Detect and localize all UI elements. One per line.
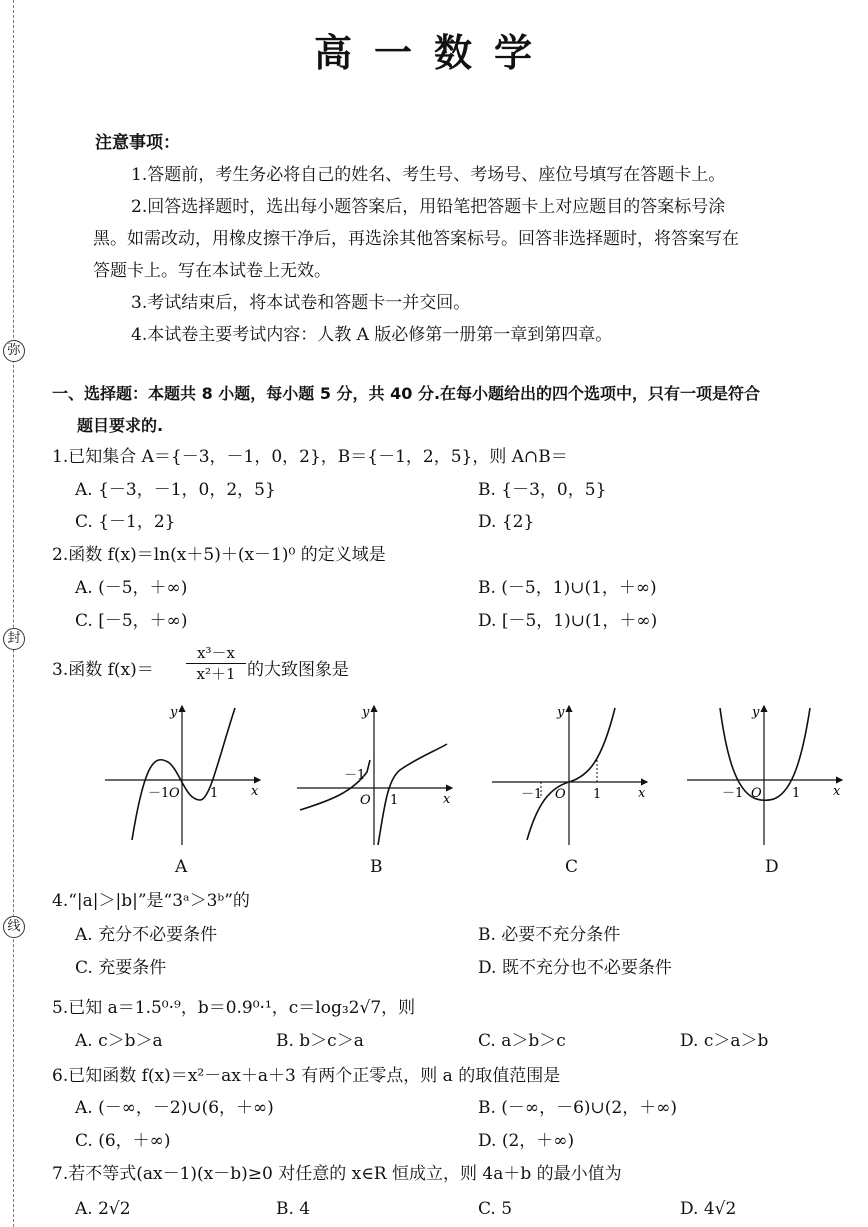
option-b: B. (－5，1)∪(1，＋∞): [478, 578, 657, 598]
question-stem-prefix: 3.函数 f(x)＝: [52, 660, 154, 680]
option-a: A. 充分不必要条件: [75, 925, 218, 945]
option-d: D. 4√2: [680, 1199, 737, 1219]
origin-label: O: [555, 787, 566, 802]
tick-neg1: －1: [344, 768, 366, 783]
seal-mi: 弥: [3, 340, 25, 362]
origin-label: O: [169, 786, 180, 801]
seal-xian: 线: [3, 916, 25, 938]
notice-item: 1.答题前，考生务必将自己的姓名、考生号、考场号、座位号填写在答题卡上。: [131, 165, 726, 185]
page-title: 高一数学: [313, 31, 554, 75]
tick-neg1: －1: [148, 786, 170, 801]
question-stem: 5.已知 a＝1.5⁰·⁹，b＝0.9⁰·¹，c＝log₃2√7，则: [52, 998, 416, 1018]
axis-label-x: x: [251, 784, 259, 799]
graph-label-d: D: [765, 857, 779, 877]
option-c: C. a＞b＞c: [478, 1031, 566, 1051]
graph-d: [682, 700, 852, 850]
graph-label-c: C: [565, 857, 579, 877]
origin-label: O: [751, 786, 762, 801]
option-c: C. {－1，2}: [75, 512, 176, 532]
option-b: B. 必要不充分条件: [478, 925, 621, 945]
question-stem-suffix: 的大致图象是: [247, 660, 349, 680]
option-b: B. {－3，0，5}: [478, 480, 607, 500]
fraction-denominator: x²＋1: [186, 663, 246, 684]
option-d: D. 既不充分也不必要条件: [478, 958, 672, 978]
origin-label: O: [360, 793, 371, 808]
option-c: C. 5: [478, 1199, 513, 1219]
fraction-numerator: x³－x: [197, 644, 235, 662]
notice-item: 4.本试卷主要考试内容：人教 A 版必修第一册第一章到第四章。: [131, 325, 613, 345]
seal-feng: 封: [3, 628, 25, 650]
section-heading: 一、选择题：本题共 8 小题，每小题 5 分，共 40 分.在每小题给出的四个选项中，只有一项是符合: [52, 384, 761, 403]
option-b: B. b＞c＞a: [276, 1031, 364, 1051]
notice-item: 2.回答选择题时，选出每小题答案后，用铅笔把答题卡上对应题目的答案标号涂: [131, 197, 726, 217]
option-a: A. {－3，－1，0，2，5}: [75, 480, 276, 500]
option-d: D. {2}: [478, 512, 535, 532]
curve: [527, 708, 615, 840]
option-b: B. (－∞，－6)∪(2，＋∞): [478, 1098, 678, 1118]
graph-label-b: B: [370, 857, 383, 877]
option-b: B. 4: [276, 1199, 311, 1219]
axis-label-x: x: [833, 784, 841, 799]
option-c: C. (6，＋∞): [75, 1131, 171, 1151]
axis-label-y: y: [170, 705, 178, 720]
axis-label-y: y: [362, 705, 370, 720]
graph-c: [487, 700, 657, 850]
question-stem: 4.“|a|＞|b|”是“3ᵃ＞3ᵇ”的: [52, 891, 250, 911]
option-d: D. c＞a＞b: [680, 1031, 769, 1051]
axis-label-y: y: [557, 705, 565, 720]
option-c: C. [－5，＋∞): [75, 611, 188, 631]
question-stem: 2.函数 f(x)＝ln(x＋5)＋(x－1)⁰ 的定义域是: [52, 545, 386, 565]
axis-label-x: x: [443, 792, 451, 807]
graph-label-a: A: [175, 857, 188, 877]
question-stem: 7.若不等式(ax－1)(x－b)≥0 对任意的 x∈R 恒成立，则 4a＋b 的最小值为: [52, 1164, 622, 1184]
notice-item: 黑。如需改动，用橡皮擦干净后，再选涂其他答案标号。回答非选择题时，将答案写在: [93, 229, 739, 249]
section-heading-cont: 题目要求的.: [77, 416, 164, 435]
curve: [132, 708, 235, 840]
tick-1: 1: [210, 786, 219, 801]
tick-1: 1: [593, 787, 602, 802]
axis-label-y: y: [752, 705, 760, 720]
question-stem: 6.已知函数 f(x)＝x²－ax＋a＋3 有两个正零点，则 a 的取值范围是: [52, 1066, 561, 1086]
fraction: [186, 643, 246, 684]
option-d: D. [－5，1)∪(1，＋∞): [478, 611, 658, 631]
option-a: A. (－∞，－2)∪(6，＋∞): [75, 1098, 274, 1118]
axis-label-x: x: [638, 786, 646, 801]
tick-1: 1: [390, 793, 399, 808]
tick-neg1: －1: [521, 787, 543, 802]
tick-1: 1: [792, 786, 801, 801]
option-a: A. 2√2: [75, 1199, 131, 1219]
graph-a: [100, 700, 270, 850]
tick-neg1: －1: [722, 786, 744, 801]
question-stem: 1.已知集合 A＝{－3，－1，0，2}，B＝{－1，2，5}，则 A∩B＝: [52, 447, 568, 467]
graph-b: [292, 700, 462, 850]
option-c: C. 充要条件: [75, 958, 167, 978]
curve-right: [378, 744, 447, 845]
notice-item: 答题卡上。写在本试卷上无效。: [93, 261, 331, 281]
option-a: A. (－5，＋∞): [75, 578, 188, 598]
option-a: A. c＞b＞a: [75, 1031, 163, 1051]
notice-item: 3.考试结束后，将本试卷和答题卡一并交回。: [131, 293, 471, 313]
option-d: D. (2，＋∞): [478, 1131, 575, 1151]
binding-margin-line: [13, 0, 14, 1227]
notice-heading: 注意事项：: [95, 133, 180, 153]
